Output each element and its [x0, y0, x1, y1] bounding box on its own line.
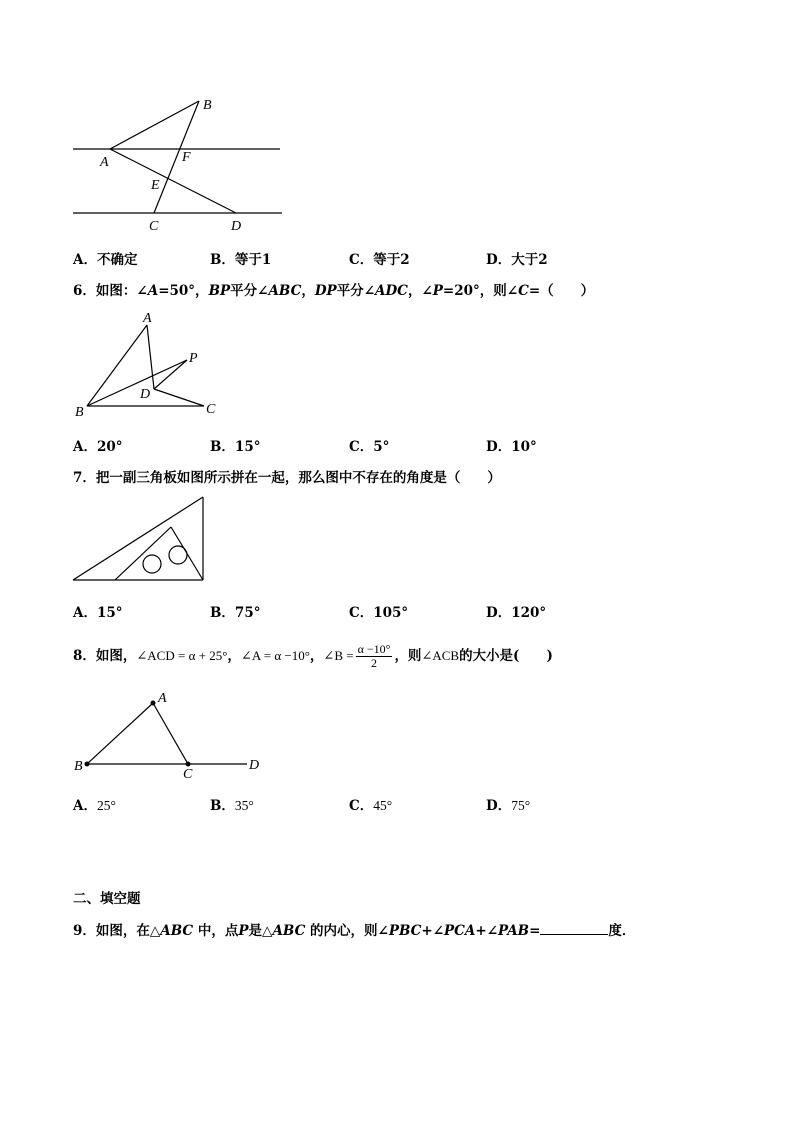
q8-option-c-letter: C． — [349, 798, 374, 814]
q6-label-B: B — [75, 405, 84, 420]
q8-label-D: D — [249, 758, 260, 773]
q8-label-C: C — [183, 767, 193, 782]
q8-option-b — [210, 794, 254, 814]
q8-option-a-text: 25° — [96, 798, 116, 813]
q5-option-b-letter: B． — [210, 252, 235, 268]
q8-option-b-text: 35° — [234, 798, 254, 813]
q8-label-A: A — [158, 691, 167, 706]
q6-option-a-text: 20° — [96, 439, 123, 455]
q9-equals: = — [529, 923, 541, 939]
q5-label-A: A — [100, 155, 109, 170]
q6-segment-DP — [154, 360, 187, 389]
q7-hole-right — [169, 546, 187, 564]
q7-stem — [73, 466, 501, 486]
q8-label-B: B — [74, 759, 83, 774]
q6-stem-part: =50°， — [158, 283, 209, 299]
q5-option-d — [486, 248, 548, 268]
q9-angle-pca: PCA — [444, 923, 476, 939]
q5-label-E: E — [151, 178, 160, 193]
q6-stem-part: =（ ） — [528, 283, 595, 299]
q6-option-b — [210, 435, 260, 455]
q8-option-d-letter: D． — [486, 798, 512, 814]
q6-stem-part: ∠ — [363, 283, 375, 299]
q6-stem-part: C — [518, 283, 529, 299]
q7-option-c-text: 105° — [373, 605, 409, 621]
q6-stem-part: BP — [208, 283, 231, 299]
q6-stem-part: 平分 — [230, 283, 258, 299]
q8-stem-before: 如图， — [95, 648, 137, 664]
q6-option-c — [349, 435, 389, 455]
q6-label-D: D — [140, 387, 151, 402]
q5-option-b-text: 等于1 — [234, 252, 272, 268]
q8-fraction-numerator: α −10° — [357, 642, 391, 656]
q8-option-b-letter: B． — [210, 798, 235, 814]
q6-stem-part: ABC — [268, 283, 302, 299]
q6-stem-part: ∠ — [257, 283, 269, 299]
q6-stem-part: P — [432, 283, 443, 299]
q5-label-C: C — [149, 219, 159, 234]
q9-stem-before: 如图，在△ — [95, 923, 161, 939]
q6-option-c-letter: C． — [349, 439, 374, 455]
q6-number: 6． — [73, 283, 96, 299]
q6-segment-BP — [87, 360, 187, 406]
q8-stem-mid: ，则 — [394, 648, 422, 664]
q5-option-d-text: 大于2 — [511, 252, 548, 268]
q7-option-d — [486, 601, 546, 621]
q8-expr-acd: ∠ACD = α + 25° — [136, 648, 228, 663]
q6-stem-part: ∠ — [506, 283, 519, 299]
q5-option-b — [210, 248, 271, 268]
q7-option-a — [73, 601, 123, 621]
q6-stem-part: A — [147, 283, 159, 299]
q6-segment-DC — [154, 389, 204, 406]
q9-number: 9． — [73, 923, 96, 939]
q6-option-b-text: 15° — [234, 439, 261, 455]
q6-stem-part: ∠ — [136, 283, 148, 299]
q7-option-b-letter: B． — [210, 605, 235, 621]
q8-expr-a: ∠A = α −10° — [240, 648, 310, 663]
q9-angle-pbc: PBC — [388, 923, 422, 939]
q6-option-a — [73, 435, 123, 455]
q6-stem-part: 如图： — [95, 283, 137, 299]
q8-expr-acb: ∠ACB — [421, 648, 460, 663]
q5-segment-AB — [110, 101, 199, 149]
q5-figure — [0, 0, 794, 240]
q8-option-d-text: 75° — [511, 798, 531, 813]
q5-label-B: B — [203, 98, 212, 113]
q6-option-a-letter: A． — [73, 439, 97, 455]
q5-label-F: F — [182, 150, 191, 165]
q5-option-a — [73, 248, 137, 268]
q6-stem-part: ADC — [375, 283, 408, 299]
q5-option-d-letter: D． — [486, 252, 512, 268]
q6-option-c-text: 5° — [373, 439, 390, 455]
q6-stem-part: =20°，则 — [442, 283, 507, 299]
q8-segment-BA — [87, 703, 153, 764]
q8-option-c-text: 45° — [373, 798, 393, 813]
q8-expr-b-prefix: ∠B = — [323, 648, 354, 663]
q5-label-D: D — [231, 219, 242, 234]
q8-point-C — [186, 762, 191, 767]
q8-fraction — [356, 643, 393, 670]
q5-segment-BC — [154, 101, 199, 213]
q5-option-c-text: 等于2 — [373, 252, 410, 268]
q9-triangle-2: ABC — [272, 923, 306, 939]
q6-stem-part: 平分 — [336, 283, 364, 299]
q8-figure — [0, 685, 794, 785]
q6-segment-BA — [87, 325, 147, 406]
q6-segment-AD — [147, 325, 154, 389]
q8-number: 8． — [73, 648, 96, 664]
q5-option-c — [349, 248, 410, 268]
q8-segment-AC — [153, 703, 188, 764]
q7-option-a-letter: A． — [73, 605, 97, 621]
q8-stem-after: 的大小是( ) — [459, 648, 553, 664]
q6-figure — [0, 300, 794, 425]
q8-option-d — [486, 794, 530, 814]
q6-stem-part: ， — [407, 283, 422, 299]
q5-option-a-text: 不确定 — [96, 252, 138, 268]
q5-option-c-letter: C． — [349, 252, 374, 268]
q8-sep-2: ， — [309, 648, 324, 664]
q9-plus-1: +∠ — [421, 923, 445, 939]
q9-mid-3: 的内心，则∠ — [305, 923, 389, 939]
q9-mid-1: 中，点 — [193, 923, 239, 939]
q6-label-C: C — [206, 402, 216, 417]
q9-plus-2: +∠ — [475, 923, 499, 939]
q7-figure — [0, 490, 794, 590]
q8-option-c — [349, 794, 392, 814]
q8-option-a-letter: A． — [73, 798, 97, 814]
q7-option-b-text: 75° — [234, 605, 261, 621]
q8-option-a — [73, 794, 116, 814]
q7-option-d-letter: D． — [486, 605, 512, 621]
q7-hypotenuse-large — [73, 497, 203, 580]
q5-option-a-letter: A． — [73, 252, 97, 268]
q6-option-d — [486, 435, 537, 455]
q6-label-P: P — [189, 351, 198, 366]
section-title-fill-in: 二、填空题 — [73, 891, 141, 907]
q9-triangle-1: ABC — [160, 923, 194, 939]
q8-point-B — [85, 762, 90, 767]
q7-option-c-letter: C． — [349, 605, 374, 621]
q7-option-b — [210, 601, 260, 621]
q7-stem-text: 把一副三角板如图所示拼在一起，那么图中不存在的角度是（ ） — [95, 470, 501, 486]
q7-option-a-text: 15° — [96, 605, 123, 621]
q7-option-c — [349, 601, 408, 621]
q7-hole-left — [143, 555, 161, 573]
q6-stem-part: ∠ — [421, 283, 433, 299]
q6-stem-part: ， — [301, 283, 315, 299]
q8-fraction-denominator: 2 — [371, 656, 377, 670]
q6-option-d-text: 10° — [511, 439, 537, 455]
q9-stem — [73, 919, 635, 939]
q7-number: 7． — [73, 470, 96, 486]
q9-angle-pab: PAB — [498, 923, 530, 939]
q5-segment-AD — [110, 149, 236, 213]
q6-stem-part: DP — [314, 283, 337, 299]
q9-point-p: P — [238, 923, 249, 939]
q8-stem — [73, 642, 553, 670]
q7-option-d-text: 120° — [511, 605, 547, 621]
q8-sep-1: ， — [227, 648, 241, 664]
q8-point-A — [151, 701, 156, 706]
q6-stem — [73, 279, 594, 299]
q6-option-b-letter: B． — [210, 439, 235, 455]
q6-label-A: A — [143, 311, 152, 326]
q6-option-d-letter: D． — [486, 439, 512, 455]
q9-answer-blank[interactable] — [540, 922, 608, 935]
q9-end: 度． — [608, 923, 636, 939]
q9-mid-2: 是△ — [248, 923, 273, 939]
